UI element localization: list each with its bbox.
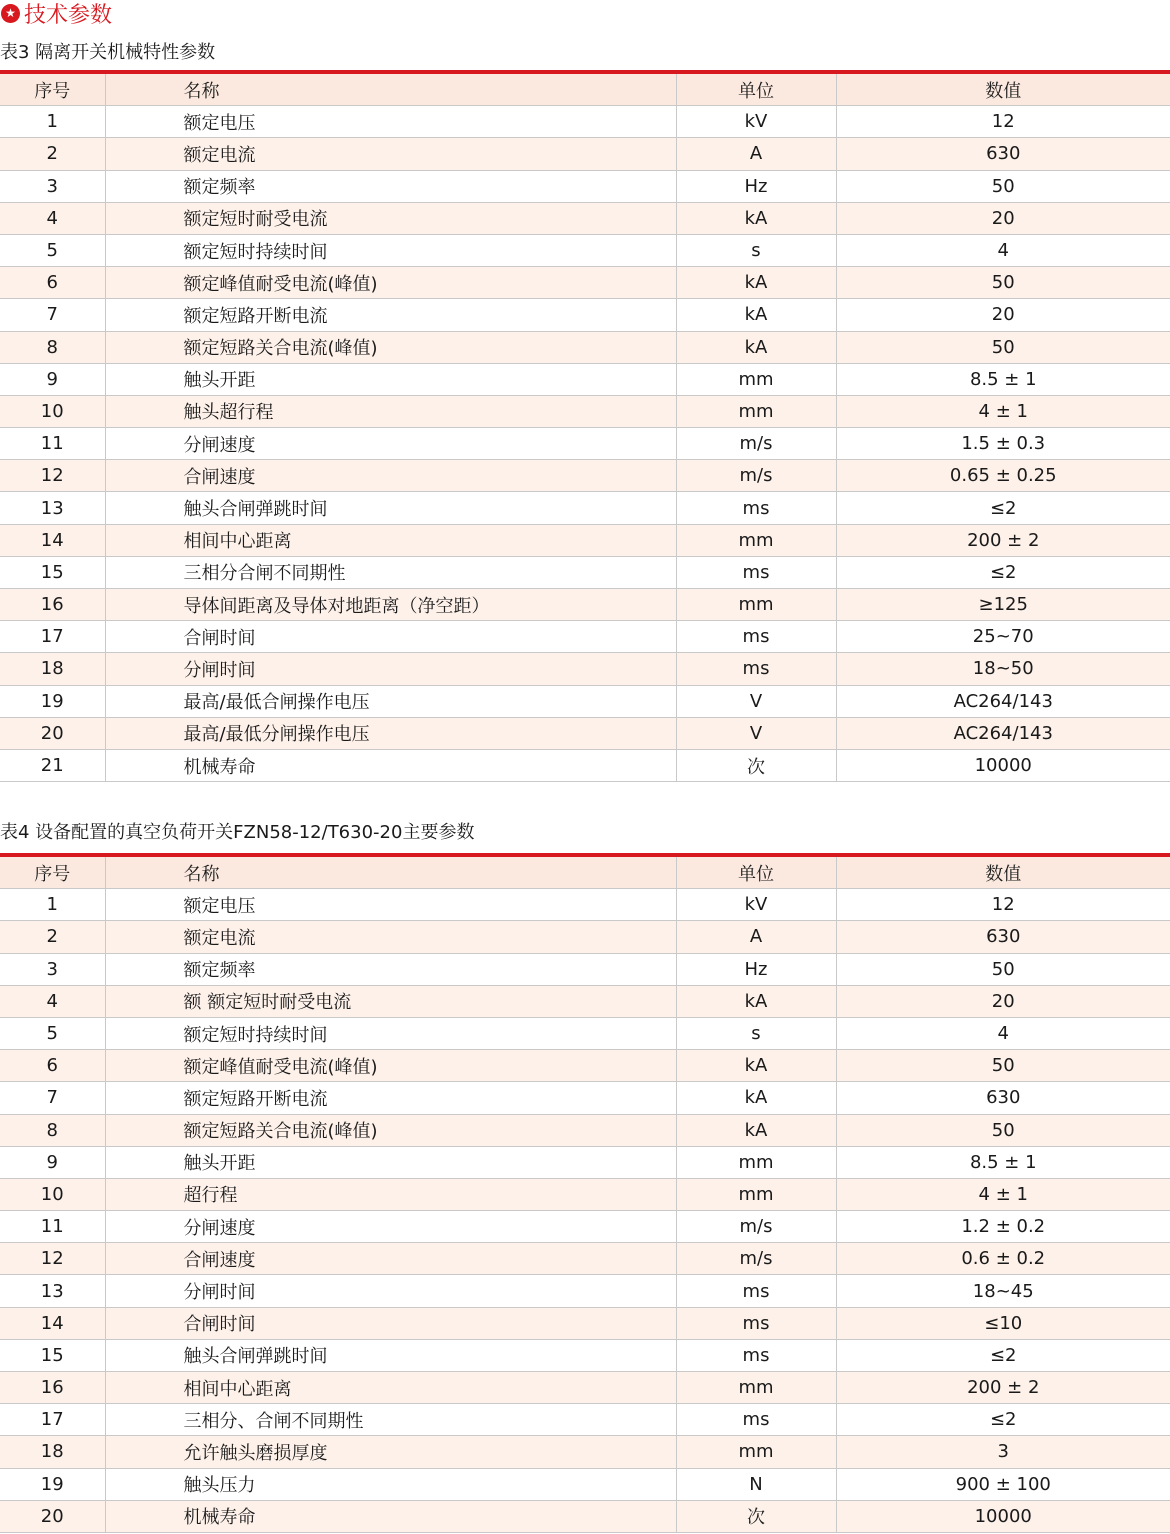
table-row — [0, 1082, 1170, 1114]
table-row — [0, 106, 1170, 138]
cell-index: 7 — [0, 299, 105, 331]
cell-value: 4 — [836, 1017, 1170, 1049]
cell-unit: mm — [676, 1372, 836, 1404]
cell-index: 4 — [0, 985, 105, 1017]
table-row — [0, 1307, 1170, 1339]
cell-name: 额定电压 — [105, 106, 676, 138]
cell-unit: kA — [676, 1082, 836, 1114]
cell-value: 0.6 ± 0.2 — [836, 1243, 1170, 1275]
col-header-name: 名称 — [105, 857, 676, 889]
cell-name: 额定电流 — [105, 138, 676, 170]
cell-value: 200 ± 2 — [836, 1372, 1170, 1404]
cell-name: 合闸速度 — [105, 1243, 676, 1275]
cell-name: 相间中心距离 — [105, 1372, 676, 1404]
table4-caption: 表4 设备配置的真空负荷开关FZN58-12/T630-20主要参数 — [0, 822, 475, 843]
cell-value: 1.5 ± 0.3 — [836, 428, 1170, 460]
cell-value: ≤2 — [836, 492, 1170, 524]
cell-name: 额定频率 — [105, 953, 676, 985]
col-header-unit: 单位 — [676, 74, 836, 106]
cell-name: 相间中心距离 — [105, 524, 676, 556]
cell-value: 20 — [836, 202, 1170, 234]
cell-name: 额定短路关合电流(峰值) — [105, 1114, 676, 1146]
cell-value: 3 — [836, 1436, 1170, 1468]
cell-name: 三相分、合闸不同期性 — [105, 1404, 676, 1436]
cell-unit: kV — [676, 889, 836, 921]
cell-index: 1 — [0, 889, 105, 921]
cell-name: 最高/最低分闸操作电压 — [105, 717, 676, 749]
cell-name: 额定短路关合电流(峰值) — [105, 331, 676, 363]
cell-index: 19 — [0, 1468, 105, 1500]
cell-value: 8.5 ± 1 — [836, 1146, 1170, 1178]
cell-index: 20 — [0, 717, 105, 749]
cell-unit: kA — [676, 331, 836, 363]
cell-name: 触头压力 — [105, 1468, 676, 1500]
table-row — [0, 234, 1170, 266]
table-row — [0, 492, 1170, 524]
cell-value: 200 ± 2 — [836, 524, 1170, 556]
cell-value: 4 ± 1 — [836, 395, 1170, 427]
cell-value: AC264/143 — [836, 685, 1170, 717]
cell-unit: kA — [676, 1050, 836, 1082]
cell-index: 6 — [0, 267, 105, 299]
cell-value: 4 — [836, 234, 1170, 266]
col-header-name: 名称 — [105, 74, 676, 106]
cell-value: 50 — [836, 953, 1170, 985]
table-row — [0, 1243, 1170, 1275]
cell-index: 5 — [0, 234, 105, 266]
table4 — [0, 853, 1170, 1533]
cell-unit: m/s — [676, 460, 836, 492]
cell-index: 4 — [0, 202, 105, 234]
cell-unit: kA — [676, 1114, 836, 1146]
cell-unit: ms — [676, 1339, 836, 1371]
cell-unit: 次 — [676, 1500, 836, 1532]
cell-unit: mm — [676, 589, 836, 621]
cell-index: 21 — [0, 749, 105, 781]
table3-caption: 表3 隔离开关机械特性参数 — [0, 42, 216, 63]
cell-unit: mm — [676, 363, 836, 395]
cell-unit: kA — [676, 202, 836, 234]
star-icon: ★ — [1, 4, 20, 23]
table-row — [0, 749, 1170, 781]
cell-name: 额定短路开断电流 — [105, 1082, 676, 1114]
cell-name: 额定短路开断电流 — [105, 299, 676, 331]
cell-value: 20 — [836, 299, 1170, 331]
cell-value: 50 — [836, 331, 1170, 363]
table-row — [0, 1372, 1170, 1404]
table-row — [0, 331, 1170, 363]
table-row — [0, 717, 1170, 749]
cell-index: 20 — [0, 1500, 105, 1532]
table-row — [0, 524, 1170, 556]
cell-index: 16 — [0, 589, 105, 621]
cell-name: 机械寿命 — [105, 1500, 676, 1532]
cell-value: 0.65 ± 0.25 — [836, 460, 1170, 492]
cell-unit: m/s — [676, 428, 836, 460]
cell-index: 18 — [0, 653, 105, 685]
cell-index: 9 — [0, 1146, 105, 1178]
cell-value: 50 — [836, 1050, 1170, 1082]
cell-value: 50 — [836, 267, 1170, 299]
cell-unit: ms — [676, 653, 836, 685]
cell-name: 分闸速度 — [105, 1211, 676, 1243]
table-row — [0, 1436, 1170, 1468]
cell-index: 8 — [0, 331, 105, 363]
table-row — [0, 395, 1170, 427]
col-header-value: 数值 — [836, 74, 1170, 106]
cell-value: 50 — [836, 170, 1170, 202]
cell-unit: mm — [676, 395, 836, 427]
table-row — [0, 1146, 1170, 1178]
cell-unit: A — [676, 138, 836, 170]
cell-name: 三相分合闸不同期性 — [105, 556, 676, 588]
cell-name: 额定短时持续时间 — [105, 234, 676, 266]
cell-index: 12 — [0, 1243, 105, 1275]
table-row — [0, 653, 1170, 685]
cell-name: 分闸速度 — [105, 428, 676, 460]
table-row — [0, 1050, 1170, 1082]
cell-value: 8.5 ± 1 — [836, 363, 1170, 395]
table-row — [0, 299, 1170, 331]
cell-index: 17 — [0, 621, 105, 653]
cell-index: 15 — [0, 1339, 105, 1371]
cell-index: 2 — [0, 921, 105, 953]
cell-unit: Hz — [676, 953, 836, 985]
cell-unit: ms — [676, 556, 836, 588]
cell-name: 额定短时耐受电流 — [105, 202, 676, 234]
table-row — [0, 556, 1170, 588]
cell-index: 19 — [0, 685, 105, 717]
table4-header-row — [0, 857, 1170, 889]
cell-name: 分闸时间 — [105, 1275, 676, 1307]
cell-index: 1 — [0, 106, 105, 138]
table-row — [0, 589, 1170, 621]
cell-name: 导体间距离及导体对地距离（净空距） — [105, 589, 676, 621]
cell-name: 额定短时持续时间 — [105, 1017, 676, 1049]
cell-name: 额定电流 — [105, 921, 676, 953]
table-row — [0, 921, 1170, 953]
table-row — [0, 1339, 1170, 1371]
cell-index: 6 — [0, 1050, 105, 1082]
cell-unit: kA — [676, 985, 836, 1017]
cell-index: 13 — [0, 492, 105, 524]
table-row — [0, 985, 1170, 1017]
cell-unit: ms — [676, 1275, 836, 1307]
table-row — [0, 363, 1170, 395]
col-header-index: 序号 — [0, 857, 105, 889]
cell-index: 11 — [0, 1211, 105, 1243]
cell-unit: s — [676, 234, 836, 266]
cell-unit: ms — [676, 621, 836, 653]
cell-name: 额定峰值耐受电流(峰值) — [105, 1050, 676, 1082]
cell-unit: kA — [676, 267, 836, 299]
cell-unit: mm — [676, 1146, 836, 1178]
table-row — [0, 1275, 1170, 1307]
table-row — [0, 621, 1170, 653]
cell-value: 20 — [836, 985, 1170, 1017]
cell-name: 合闸速度 — [105, 460, 676, 492]
cell-value: 12 — [836, 889, 1170, 921]
cell-name: 触头超行程 — [105, 395, 676, 427]
cell-name: 机械寿命 — [105, 749, 676, 781]
cell-value: 4 ± 1 — [836, 1178, 1170, 1210]
cell-unit: mm — [676, 1436, 836, 1468]
cell-index: 5 — [0, 1017, 105, 1049]
cell-unit: V — [676, 717, 836, 749]
cell-unit: 次 — [676, 749, 836, 781]
cell-index: 17 — [0, 1404, 105, 1436]
cell-value: ≤10 — [836, 1307, 1170, 1339]
table-row — [0, 685, 1170, 717]
cell-index: 3 — [0, 953, 105, 985]
cell-unit: Hz — [676, 170, 836, 202]
cell-unit: mm — [676, 524, 836, 556]
cell-name: 触头合闸弹跳时间 — [105, 492, 676, 524]
cell-index: 8 — [0, 1114, 105, 1146]
cell-unit: kV — [676, 106, 836, 138]
cell-index: 9 — [0, 363, 105, 395]
table3-body — [0, 106, 1170, 782]
cell-value: 900 ± 100 — [836, 1468, 1170, 1500]
cell-index: 10 — [0, 395, 105, 427]
cell-index: 15 — [0, 556, 105, 588]
table-row — [0, 202, 1170, 234]
col-header-index: 序号 — [0, 74, 105, 106]
cell-name: 最高/最低合闸操作电压 — [105, 685, 676, 717]
cell-index: 7 — [0, 1082, 105, 1114]
cell-name: 允许触头磨损厚度 — [105, 1436, 676, 1468]
table-row — [0, 1404, 1170, 1436]
cell-index: 10 — [0, 1178, 105, 1210]
table-row — [0, 953, 1170, 985]
cell-unit: ms — [676, 492, 836, 524]
cell-unit: kA — [676, 299, 836, 331]
cell-value: 630 — [836, 1082, 1170, 1114]
cell-name: 触头合闸弹跳时间 — [105, 1339, 676, 1371]
table-row — [0, 138, 1170, 170]
table3-grid — [0, 74, 1170, 782]
cell-name: 额定电压 — [105, 889, 676, 921]
cell-unit: V — [676, 685, 836, 717]
cell-value: ≤2 — [836, 1404, 1170, 1436]
table3 — [0, 70, 1170, 782]
cell-name: 额定峰值耐受电流(峰值) — [105, 267, 676, 299]
cell-value: 25~70 — [836, 621, 1170, 653]
cell-value: 630 — [836, 138, 1170, 170]
table-row — [0, 460, 1170, 492]
table-row — [0, 1114, 1170, 1146]
table-row — [0, 1211, 1170, 1243]
cell-index: 16 — [0, 1372, 105, 1404]
cell-unit: ms — [676, 1404, 836, 1436]
table-row — [0, 1500, 1170, 1532]
cell-value: 18~45 — [836, 1275, 1170, 1307]
cell-value: 12 — [836, 106, 1170, 138]
cell-value: AC264/143 — [836, 717, 1170, 749]
cell-name: 额定频率 — [105, 170, 676, 202]
cell-unit: mm — [676, 1178, 836, 1210]
cell-value: 50 — [836, 1114, 1170, 1146]
table4-grid — [0, 857, 1170, 1533]
cell-unit: m/s — [676, 1211, 836, 1243]
cell-unit: A — [676, 921, 836, 953]
cell-name: 触头开距 — [105, 1146, 676, 1178]
cell-index: 2 — [0, 138, 105, 170]
cell-value: ≤2 — [836, 1339, 1170, 1371]
cell-value: 10000 — [836, 1500, 1170, 1532]
cell-unit: N — [676, 1468, 836, 1500]
cell-name: 合闸时间 — [105, 621, 676, 653]
cell-name: 分闸时间 — [105, 653, 676, 685]
cell-index: 3 — [0, 170, 105, 202]
cell-value: ≤2 — [836, 556, 1170, 588]
cell-name: 超行程 — [105, 1178, 676, 1210]
table-row — [0, 428, 1170, 460]
cell-value: 1.2 ± 0.2 — [836, 1211, 1170, 1243]
cell-index: 14 — [0, 524, 105, 556]
table-row — [0, 1178, 1170, 1210]
table4-body — [0, 889, 1170, 1533]
cell-index: 13 — [0, 1275, 105, 1307]
cell-value: ≥125 — [836, 589, 1170, 621]
cell-value: 630 — [836, 921, 1170, 953]
col-header-value: 数值 — [836, 857, 1170, 889]
table-row — [0, 267, 1170, 299]
cell-unit: ms — [676, 1307, 836, 1339]
table-row — [0, 889, 1170, 921]
cell-name: 触头开距 — [105, 363, 676, 395]
section-header — [0, 0, 112, 26]
cell-value: 10000 — [836, 749, 1170, 781]
cell-index: 14 — [0, 1307, 105, 1339]
cell-name: 合闸时间 — [105, 1307, 676, 1339]
cell-unit: s — [676, 1017, 836, 1049]
cell-index: 11 — [0, 428, 105, 460]
cell-value: 18~50 — [836, 653, 1170, 685]
section-title: 技术参数 — [24, 2, 113, 28]
col-header-unit: 单位 — [676, 857, 836, 889]
cell-unit: m/s — [676, 1243, 836, 1275]
table-row — [0, 1017, 1170, 1049]
cell-index: 12 — [0, 460, 105, 492]
table-row — [0, 170, 1170, 202]
table-row — [0, 1468, 1170, 1500]
table3-header-row — [0, 74, 1170, 106]
cell-index: 18 — [0, 1436, 105, 1468]
cell-name: 额 额定短时耐受电流 — [105, 985, 676, 1017]
